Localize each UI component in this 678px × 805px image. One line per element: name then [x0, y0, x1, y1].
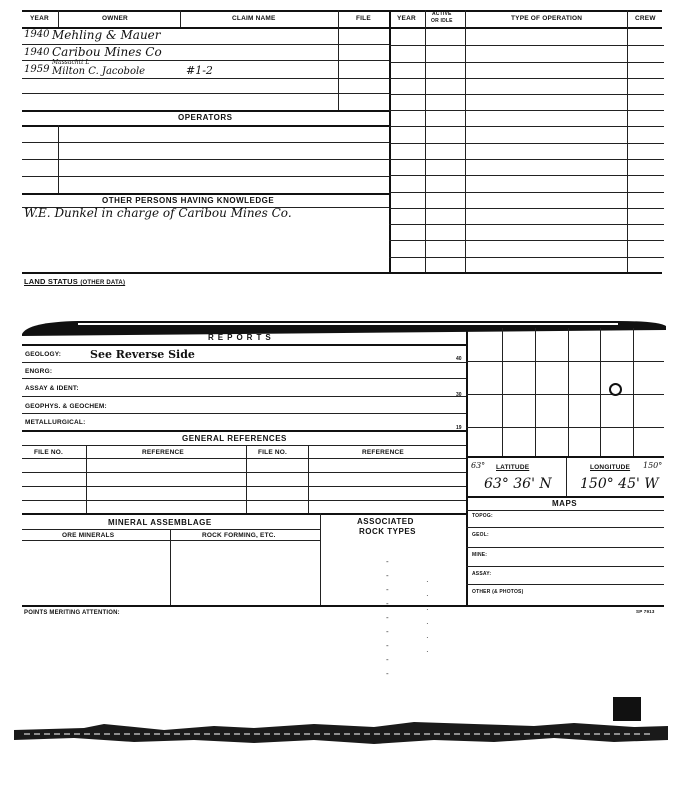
- col-divider: [627, 10, 628, 272]
- report-assay-label: ASSAY & IDENT:: [25, 385, 79, 392]
- row-line: [22, 176, 389, 177]
- owner-name-1: Mehling & Mauer: [52, 28, 161, 42]
- longitude-value: 150° 45' W: [580, 476, 659, 492]
- operators-bottom: [22, 193, 389, 195]
- ref-col: [308, 445, 309, 513]
- grid-row: [466, 361, 664, 362]
- points-meriting-attention-label: POINTS MERITING ATTENTION:: [24, 610, 120, 616]
- reports-right-border: [466, 328, 468, 605]
- map-other: OTHER (& PHOTOS): [472, 589, 524, 595]
- latlong-divider: [566, 458, 567, 496]
- ref-reference-1: REFERENCE: [142, 449, 184, 456]
- ore-minerals-label: ORE MINERALS: [62, 532, 115, 539]
- row-line: [22, 93, 389, 94]
- right-row-line: [389, 45, 664, 46]
- row-line: [22, 159, 389, 160]
- center-divider: [389, 10, 391, 272]
- right-row-line: [389, 110, 664, 111]
- grid-row: [466, 394, 664, 395]
- lat-prefix: 63°: [471, 461, 486, 470]
- ref-col: [86, 445, 87, 513]
- report-geology-num: 40: [456, 356, 462, 362]
- ref-row-line: [22, 500, 466, 501]
- operators-header-line: [22, 125, 389, 127]
- ref-file-no-1: FILE NO.: [34, 449, 64, 456]
- right-row-line: [389, 159, 664, 160]
- mineral-assemblage-label: MINERAL ASSEMBLAGE: [108, 518, 212, 527]
- report-geophys-label: GEOPHYS. & GEOCHEM:: [25, 403, 107, 410]
- owner-year-2: 1940: [24, 47, 50, 58]
- grid-col: [568, 328, 569, 456]
- ref-file-no-2: FILE NO.: [258, 449, 288, 456]
- report-geology-label: GEOLOGY:: [25, 351, 62, 358]
- right-row-line: [389, 240, 664, 241]
- land-status-label: [24, 277, 125, 286]
- longitude-label: LONGITUDE: [590, 464, 631, 471]
- reports-header-line: [22, 344, 466, 346]
- latlong-bottom: [466, 496, 664, 498]
- ref-header-line: [22, 445, 466, 446]
- col-divider: [58, 10, 59, 27]
- claim-name-3: #1-2: [186, 64, 213, 77]
- right-row-line: [389, 208, 664, 209]
- header-active: ACTIVE: [432, 11, 452, 17]
- col-divider: [180, 10, 181, 27]
- top-section-bottom: [22, 272, 662, 274]
- owner-name-3: Milton C. Jacobole: [52, 66, 146, 77]
- long-suffix: 150°: [643, 461, 663, 470]
- reports-bottom: [22, 430, 466, 432]
- map-row-line: [466, 527, 664, 528]
- reports-top-swoosh: [18, 316, 668, 338]
- header-year-2: YEAR: [397, 15, 416, 22]
- reports-title: REPORTS: [208, 333, 275, 342]
- ref-bottom: [22, 513, 466, 515]
- right-row-line: [389, 192, 664, 193]
- mineral-col: [320, 513, 321, 605]
- location-marker-icon: [609, 383, 622, 396]
- grid-col: [535, 328, 536, 456]
- report-row-line: [22, 413, 466, 414]
- maps-bottom: [466, 605, 664, 607]
- map-row-line: [466, 566, 664, 567]
- general-references-label: GENERAL REFERENCES: [182, 434, 287, 443]
- latitude-value: 63° 36' N: [484, 476, 552, 492]
- report-row-line: [22, 362, 466, 363]
- right-row-line: [389, 62, 664, 63]
- report-engrg-label: ENGRG:: [25, 368, 53, 375]
- row-line: [22, 142, 389, 143]
- operators-label: OPERATORS: [178, 113, 233, 122]
- mineral-bottom: [22, 605, 466, 607]
- right-row-line: [389, 257, 664, 258]
- owner-year-1: 1940: [24, 29, 50, 40]
- rock-forming-label: ROCK FORMING, ETC.: [202, 532, 276, 539]
- ref-row-line: [22, 486, 466, 487]
- maps-header-line: [466, 510, 664, 511]
- other-persons-label: OTHER PERSONS HAVING KNOWLEDGE: [102, 196, 275, 205]
- report-assay-num: 30: [456, 392, 462, 398]
- owner-name-2: Caribou Mines Co: [52, 45, 162, 59]
- dash-marks: - - - - - - - - -: [386, 557, 389, 678]
- right-row-line: [389, 78, 664, 79]
- mineral-col: [170, 529, 171, 605]
- right-row-line: [389, 94, 664, 95]
- header-owner: OWNER: [102, 15, 128, 22]
- grid-bottom: [466, 456, 664, 458]
- ref-row-line: [22, 472, 466, 473]
- mineral-sub-line: [22, 540, 320, 541]
- owners-bottom: [22, 110, 389, 112]
- col-divider: [425, 10, 426, 272]
- land-status-sub: (OTHER DATA): [80, 280, 126, 286]
- header-or-idle: OR IDLE: [431, 18, 453, 24]
- form-number: SP 7913: [636, 609, 655, 614]
- report-geology-value: See Reverse Side: [90, 348, 195, 361]
- operators-col: [58, 125, 59, 193]
- header-type-of-operation: TYPE OF OPERATION: [511, 15, 583, 22]
- bottom-torn-edge: [14, 718, 668, 748]
- right-row-line: [389, 143, 664, 144]
- header-file: FILE: [356, 15, 371, 22]
- grid-col: [600, 328, 601, 456]
- report-metallurgical-label: METALLURGICAL:: [25, 419, 86, 426]
- grid-row: [466, 427, 664, 428]
- header-year: YEAR: [30, 15, 49, 22]
- map-topog: TOPOG:: [472, 513, 493, 519]
- top-border: [22, 10, 662, 12]
- right-row-line: [389, 126, 664, 127]
- map-row-line: [466, 584, 664, 585]
- header-claim-name: CLAIM NAME: [232, 15, 276, 22]
- dash-marks: · · · · · ·: [426, 577, 429, 656]
- report-row-line: [22, 396, 466, 397]
- map-geol: GEOL:: [472, 532, 489, 538]
- right-row-line: [389, 224, 664, 225]
- map-assay: ASSAY:: [472, 571, 492, 577]
- report-metallurgical-num: 19: [456, 425, 462, 431]
- grid-col: [502, 328, 503, 456]
- associated-label: ASSOCIATED: [357, 517, 414, 526]
- ref-col: [246, 445, 247, 513]
- land-status-text: LAND STATUS: [24, 277, 79, 286]
- map-row-line: [466, 547, 664, 548]
- rock-types-label: ROCK TYPES: [359, 527, 417, 536]
- header-crew: CREW: [635, 15, 656, 22]
- maps-label: MAPS: [552, 499, 578, 508]
- col-divider: [465, 10, 466, 272]
- other-persons-text: W.E. Dunkel in charge of Caribou Mines Co.: [24, 206, 292, 220]
- report-row-line: [22, 378, 466, 379]
- right-row-line: [389, 175, 664, 176]
- map-mine: MINE:: [472, 552, 488, 558]
- grid-col: [633, 328, 634, 456]
- ref-reference-2: REFERENCE: [362, 449, 404, 456]
- row-line: [22, 78, 389, 79]
- owner-year-3: 1959: [24, 64, 50, 75]
- owner-note-3: Massachtt L: [52, 59, 90, 66]
- mineral-header-line: [22, 529, 320, 530]
- ref-row-line: [22, 458, 466, 459]
- latitude-label: LATITUDE: [496, 464, 530, 471]
